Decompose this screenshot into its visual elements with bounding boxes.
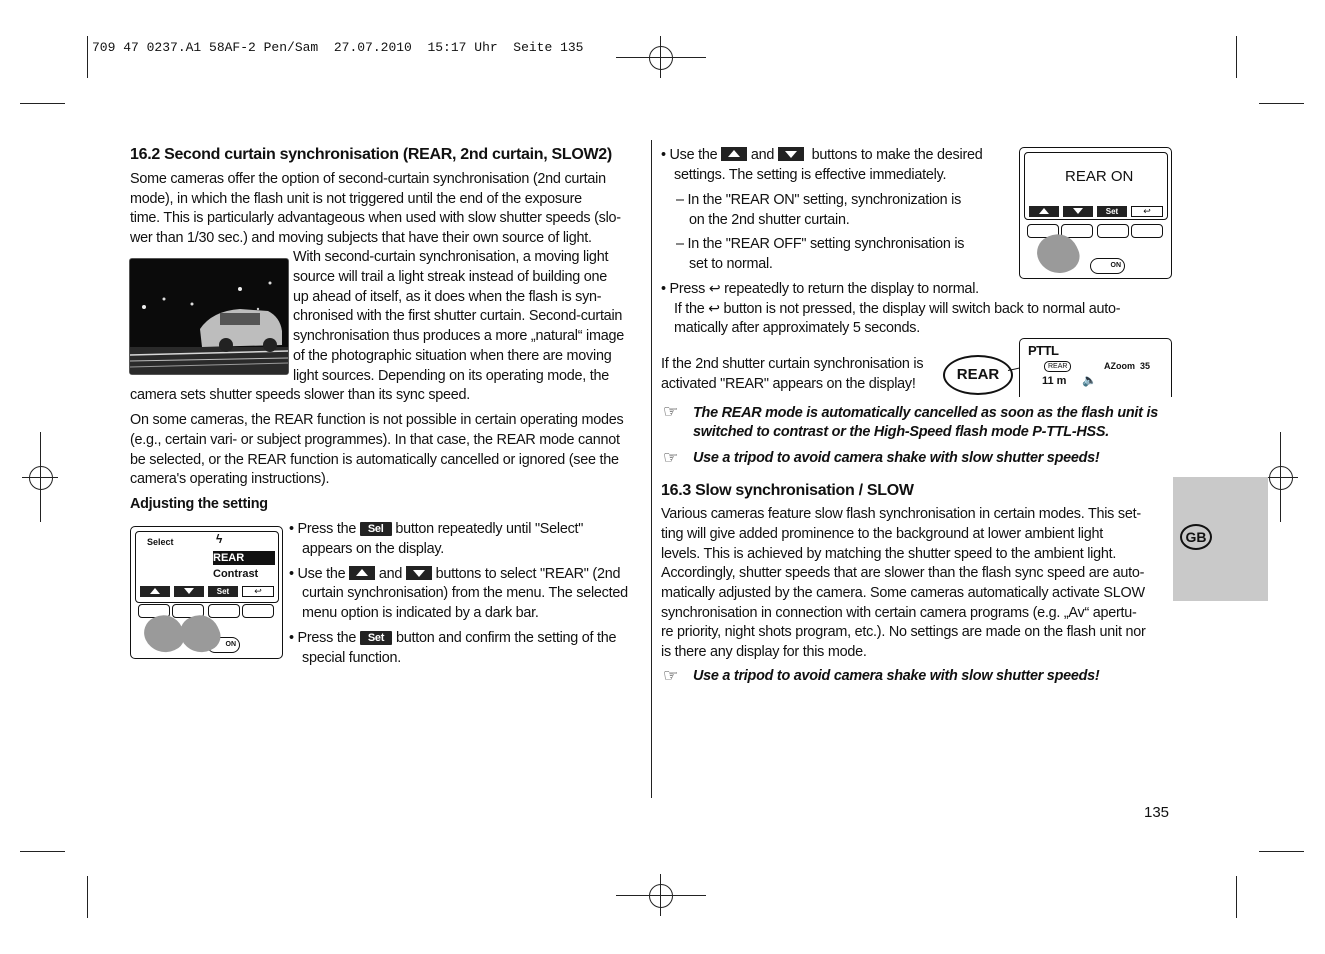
device-button-3[interactable]	[208, 604, 240, 618]
text: • Press	[661, 281, 706, 297]
text: repeatedly to return the display to normal.	[724, 281, 979, 297]
print-slug: 709 47 0237.A1 58AF-2 Pen/Sam 27.07.2010 15:17 Uhr Seite 135	[92, 40, 584, 55]
text-line: levels. This is achieved by matching the shutter speed to the ambient light.	[661, 546, 1117, 562]
text: • Use the	[289, 566, 346, 582]
text-line: synchronisation thus produces a more „natural“ image	[293, 328, 624, 344]
on-switch[interactable]	[1090, 258, 1125, 274]
text-line: Accordingly, shutter speeds that are slower than the flash sync speed are auto-	[661, 565, 1145, 581]
text-line: mode), in which the flash unit is not triggered until the end of the exposure	[130, 191, 582, 207]
text-line: be selected, or the REAR function is automatically cancelled or ignored (see the	[130, 452, 619, 468]
text: • Use the	[661, 147, 718, 163]
text-line: matically after approximately 5 seconds.	[674, 320, 920, 336]
lcd-return-box	[242, 586, 274, 597]
text-line: – In the "REAR OFF" setting synchronisation is	[676, 236, 965, 252]
crop-mark	[20, 851, 65, 852]
bullet-press-return	[661, 280, 979, 300]
note-line: The REAR mode is automatically cancelled as soon as the flash unit is	[693, 405, 1158, 421]
text-line: source will trail a light streak instead of building one	[293, 269, 607, 285]
lcd-rear-badge: REAR	[1044, 361, 1071, 372]
note-hand-icon: ☞	[663, 666, 679, 685]
crop-mark	[1236, 36, 1237, 78]
down-arrow-icon	[406, 566, 432, 580]
flash-display-select-menu	[130, 526, 283, 659]
text: button repeatedly until "Select"	[395, 521, 584, 537]
text-line: activated "REAR" appears on the display!	[661, 376, 916, 392]
device-button-4[interactable]	[242, 604, 274, 618]
text-line: settings. The setting is effective immediately.	[674, 167, 947, 183]
text-line: is there any display for this mode.	[661, 644, 867, 660]
note-hand-icon: ☞	[663, 448, 679, 467]
text: buttons to select "REAR" (2nd	[435, 566, 621, 582]
crop-mark	[87, 876, 88, 918]
note-line: Use a tripod to avoid camera shake with slow shutter speeds!	[693, 450, 1100, 466]
text-line: – In the "REAR ON" setting, synchronization is	[676, 192, 962, 208]
text-line: matically adjusted by the camera. Some cameras automatically activate SLOW	[661, 585, 1145, 601]
text-line: (e.g., certain vari- or subject programmes). In that case, the REAR mode cannot	[130, 432, 620, 448]
sel-key-icon: Sel	[360, 522, 392, 536]
page-number: 135	[1144, 804, 1170, 821]
text-line: camera sets shutter speeds slower than its sync speed.	[130, 387, 471, 403]
text-line: up ahead of itself, as it does when the flash is syn-	[293, 289, 602, 305]
lcd-zoom: AZoom 35	[1104, 361, 1151, 371]
menu-item-rear-selected: REAR	[213, 551, 275, 565]
lcd-distance: 11 m	[1042, 375, 1067, 387]
text: • Press the	[289, 630, 357, 646]
crop-mark	[1236, 876, 1237, 918]
lcd-up-bar	[1029, 206, 1059, 217]
device-button-4[interactable]	[1131, 224, 1163, 238]
lcd-set-label: Set	[216, 587, 230, 596]
flash-display-rear-on	[1019, 147, 1172, 279]
subheading-adjusting: Adjusting the setting	[130, 496, 268, 512]
night-street-photo	[129, 258, 289, 375]
text-line: special function.	[302, 650, 401, 666]
speaker-icon: 🔈	[1082, 373, 1097, 387]
menu-item-contrast: Contrast	[213, 568, 259, 580]
text-line: menu option is indicated by a dark bar.	[302, 605, 539, 621]
text-line: With second-curtain synchronisation, a moving light	[293, 249, 609, 265]
text: button is not pressed, the display will switch back to normal auto-	[723, 301, 1121, 317]
return-icon: ↩	[708, 300, 720, 316]
text: button and confirm the setting of the	[395, 630, 617, 646]
text-line: synchronisation in connection with certain camera programs (e.g. „Av“ apertu-	[661, 605, 1137, 621]
crop-mark	[20, 103, 65, 104]
step-press-set	[289, 629, 616, 649]
lcd-down-bar	[174, 586, 204, 597]
lcd-rear-on-text: REAR ON	[1065, 168, 1134, 185]
text-line: Some cameras offer the option of second-curtain synchronisation (2nd curtain	[130, 171, 606, 187]
text-line: camera's operating instructions).	[130, 471, 330, 487]
language-badge: GB	[1180, 524, 1212, 550]
text-line: appears on the display.	[302, 541, 444, 557]
flash-icon: ϟ	[216, 532, 223, 546]
text-line: of the photographic situation when there are moving	[293, 348, 612, 364]
set-key-icon: Set	[360, 631, 392, 645]
text: • Press the	[289, 521, 357, 537]
text-line: On some cameras, the REAR function is not possible in certain operating modes	[130, 412, 624, 428]
lcd-up-bar	[140, 586, 170, 597]
text-line: light sources. Depending on its operating mode, the	[293, 368, 610, 384]
column-divider	[651, 140, 652, 798]
section-heading-slow: 16.3 Slow synchronisation / SLOW	[661, 482, 914, 499]
crop-mark	[1259, 851, 1304, 852]
text-line: set to normal.	[689, 256, 773, 272]
device-button-3[interactable]	[1097, 224, 1129, 238]
lcd-set-label: Set	[1105, 207, 1119, 216]
rear-callout-bubble	[943, 355, 1013, 395]
lcd-set-bar	[1097, 206, 1127, 217]
crop-mark	[1259, 103, 1304, 104]
text: and	[750, 147, 775, 163]
step-use-arrows	[289, 565, 620, 585]
text-line: Various cameras feature slow flash synchronisation in certain modes. This set-	[661, 506, 1141, 522]
lcd-set-bar	[208, 586, 238, 597]
text: If the	[674, 301, 705, 317]
bullet-use-arrows	[661, 146, 983, 166]
text-line: wer than 1/30 sec.) and moving subjects that have their own source of light.	[130, 230, 592, 246]
text-line: time. This is particularly advantageous when used with slow shutter speeds (slo-	[130, 210, 621, 226]
return-note-line	[674, 300, 1120, 320]
text-line: chronised with the first shutter curtain. Second-curtain	[293, 308, 623, 324]
on-label: ON	[1110, 262, 1121, 269]
step-press-sel	[289, 520, 583, 540]
return-icon: ↩	[254, 586, 262, 596]
on-label: ON	[225, 641, 236, 648]
section-heading-rear: 16.2 Second curtain synchronisation (REAR, 2nd curtain, SLOW2)	[130, 146, 612, 163]
return-icon: ↩	[708, 280, 721, 296]
up-arrow-icon	[349, 566, 375, 580]
note-line: Use a tripod to avoid camera shake with slow shutter speeds!	[693, 668, 1100, 684]
text-line: re priority, night shots program, etc.). No settings are made on the flash unit nor	[661, 624, 1146, 640]
text-line: If the 2nd shutter curtain synchronisation is	[661, 356, 924, 372]
crop-mark	[87, 36, 88, 78]
text-line: ting will give added prominence to the background at lower ambient light	[661, 526, 1103, 542]
lcd-down-bar	[1063, 206, 1093, 217]
text: and	[378, 566, 403, 582]
up-arrow-icon	[721, 147, 747, 161]
lcd-title: Select	[147, 537, 174, 547]
text-line: on the 2nd shutter curtain.	[689, 212, 850, 228]
text-line: curtain synchronisation) from the menu. The selected	[302, 585, 628, 601]
lcd-return-box	[1131, 206, 1163, 217]
photo-illustration	[130, 259, 288, 374]
lcd-mode-pttl: PTTL	[1028, 343, 1059, 358]
flash-display-normal	[1019, 338, 1172, 397]
rear-callout-label: REAR	[956, 366, 1000, 383]
text: buttons to make the desired	[811, 147, 983, 163]
down-arrow-icon	[778, 147, 804, 161]
note-hand-icon: ☞	[663, 402, 679, 421]
return-icon: ↩	[1143, 206, 1151, 216]
note-line: switched to contrast or the High-Speed flash mode P-TTL-HSS.	[693, 424, 1109, 440]
